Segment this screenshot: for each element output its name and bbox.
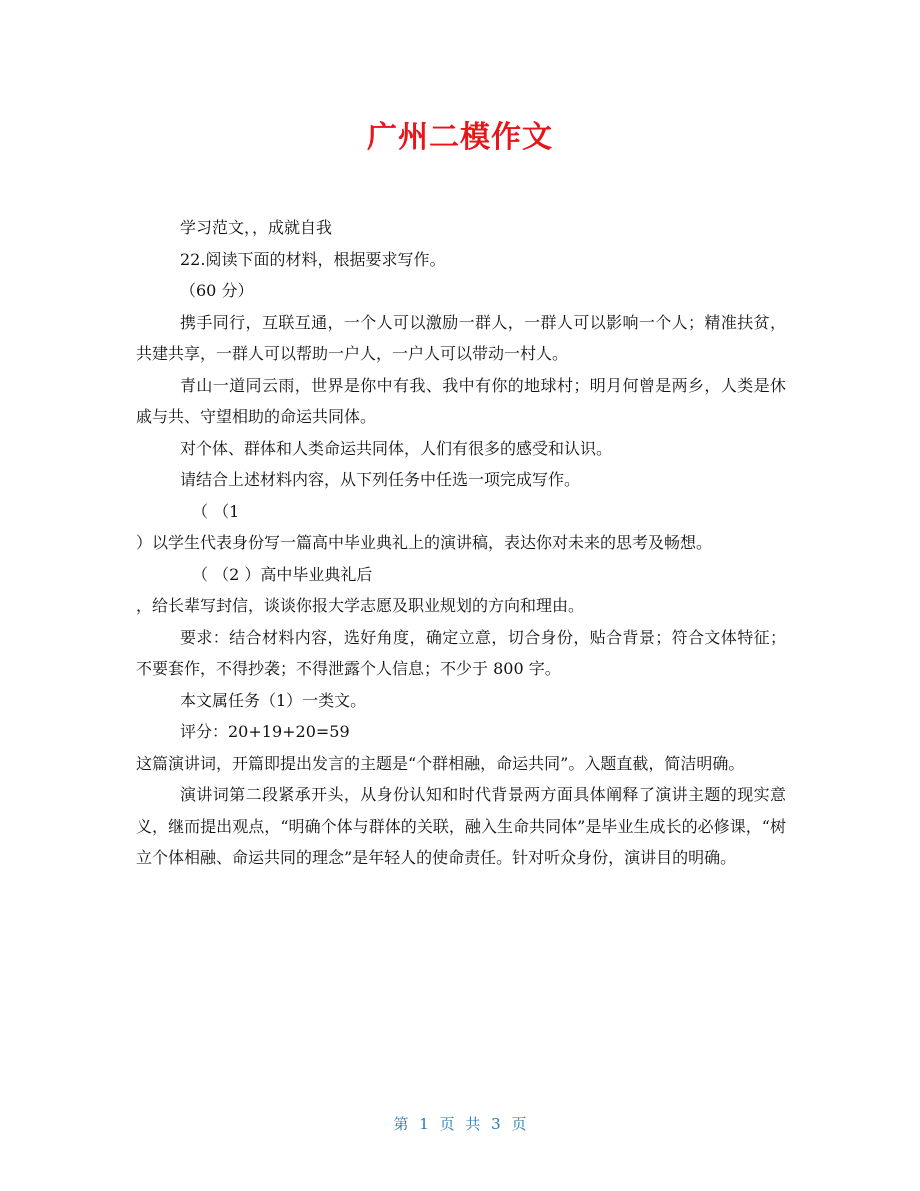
paragraph-category: 本文属任务（1）一类文。	[180, 690, 367, 710]
paragraph-task-2-marker: （ （2 ）高中毕业典礼后	[192, 564, 373, 584]
paragraph-task-1: ）以学生代表身份写一篇高中毕业典礼上的演讲稿，表达你对未来的思考及畅想。	[136, 533, 713, 552]
paragraph-task-2: ，给长辈写封信，谈谈你报大学志愿及职业规划的方向和理由。	[136, 596, 585, 615]
paragraph-requirements: 要求：结合材料内容，选好角度，确定立意，切合身份，贴合背景；符合文体特征；不要套作，不得抄袭；不得泄露个人信息；不少于 800 字。	[136, 627, 786, 678]
paragraph-score: （60 分）	[180, 281, 254, 300]
paragraph-instruction: 请结合上述材料内容，从下列任务中任选一项完成写作。	[180, 470, 581, 489]
page-title: 广州二模作文	[367, 120, 553, 155]
document-body	[136, 212, 786, 874]
paragraph-intro: 学习范文，，成就自我	[180, 218, 333, 237]
paragraph-grading: 评分：20+19+20=59	[180, 722, 350, 741]
paragraph-material-3: 对个体、群体和人类命运共同体，人们有很多的感受和认识。	[180, 438, 613, 458]
paragraph-material-1: 携手同行，互联互通，一个人可以激励一群人，一群人可以影响一个人；精准扶贫，共建共享，一群人可以帮助一户人，一户人可以带动一村人。	[136, 312, 786, 363]
paragraph-comment-2: 演讲词第二段紧承开头，从身份认知和时代背景两方面具体阐释了演讲主题的现实意义，继而提出观点，“明确个体与群体的关联，融入生命共同体”是毕业生成长的必修课，“树立个体相融、命运共同的理念”是年轻人的使命责任。针对听众身份，演讲目的明确。	[136, 785, 786, 867]
page-footer: 第 1 页 共 3 页	[393, 1115, 527, 1133]
paragraph-task-1-marker: （ （1	[192, 501, 240, 521]
paragraph-question: 22.阅读下面的材料，根据要求写作。	[180, 249, 446, 269]
paragraph-material-2: 青山一道同云雨，世界是你中有我、我中有你的地球村；明月何曾是两乡，人类是休戚与共、守望相助的命运共同体。	[136, 375, 786, 426]
paragraph-comment-1: 这篇演讲词，开篇即提出发言的主题是“个群相融，命运共同”。入题直截，简洁明确。	[136, 753, 745, 773]
